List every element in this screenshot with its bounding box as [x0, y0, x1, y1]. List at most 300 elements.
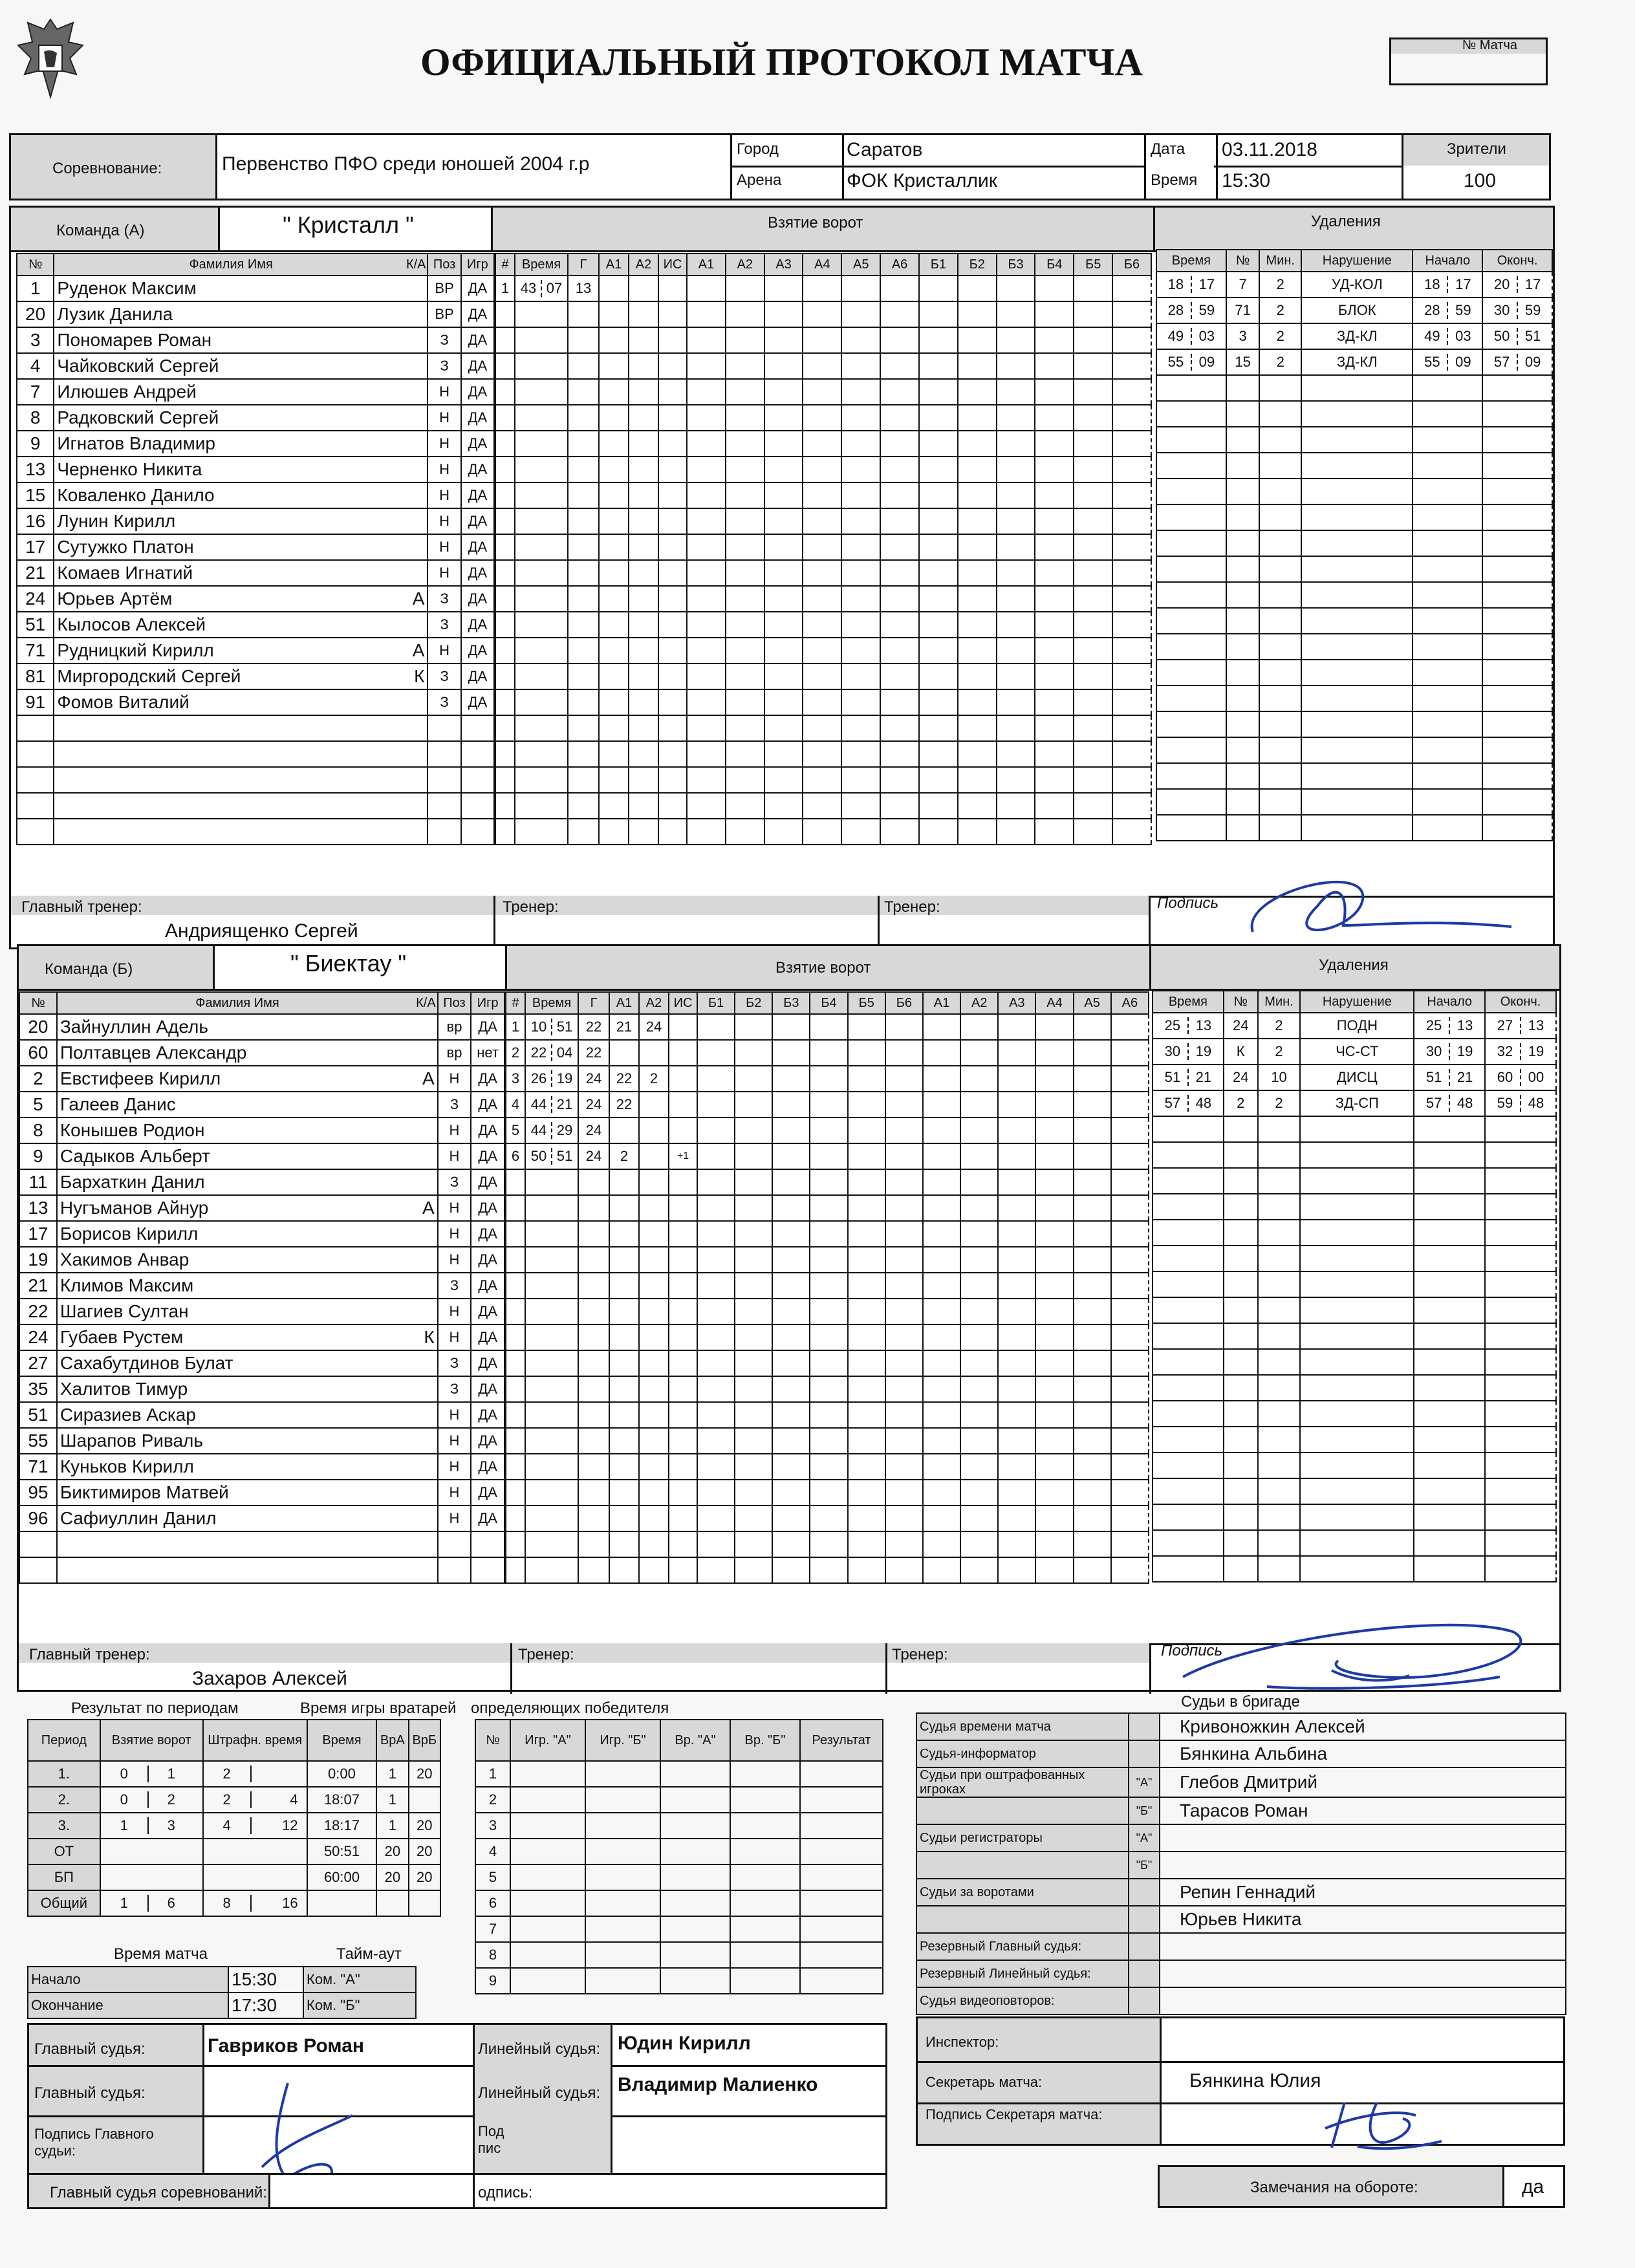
penalty-row: [1156, 686, 1552, 711]
onice-cell: [764, 767, 803, 793]
player-name: Сахабутдинов Булат: [60, 1353, 233, 1373]
crew-role: [916, 1906, 1129, 1933]
onice-cell: [1035, 1092, 1073, 1118]
team-a-penalties-title: Удаления: [1311, 213, 1381, 230]
player-position: З: [428, 612, 460, 638]
player-plays: ДА: [471, 1195, 504, 1221]
crew-tag: [1129, 1879, 1160, 1906]
goal-row: [506, 1531, 1149, 1557]
goal-a1: [609, 1454, 639, 1480]
goal-number: 2: [506, 1040, 525, 1066]
onice-cell: [848, 1169, 885, 1195]
crew-name: Бянкина Альбина: [1160, 1740, 1566, 1767]
penalty-minutes: [1259, 427, 1301, 453]
penalty-time: [1153, 1116, 1224, 1142]
penalty-player: [1224, 1478, 1258, 1504]
goal-a2: [629, 457, 658, 482]
onice-cell: [885, 1480, 923, 1506]
goal-sec: 04: [556, 1044, 573, 1061]
onice-cell: [880, 301, 919, 327]
onice-cell: [848, 1506, 885, 1531]
goal-number: 4: [506, 1092, 525, 1118]
player-name-cell: [57, 1376, 438, 1402]
player-name: Руденок Максим: [57, 278, 197, 298]
goal-number: [506, 1324, 525, 1350]
onice-cell: [998, 1402, 1035, 1428]
player-ka: А: [422, 1068, 435, 1088]
inspector-label: Инспектор:: [926, 2034, 999, 2050]
penalty-minutes: 2: [1259, 297, 1301, 323]
penalty-row: [1156, 582, 1552, 608]
onice-cell: [735, 1454, 772, 1480]
penalty-time: [1153, 1246, 1224, 1271]
penalty-violation: ПОДН: [1300, 1013, 1414, 1039]
goal-is: [658, 405, 687, 431]
goal-time: [525, 1273, 578, 1299]
goal-is: [669, 1428, 697, 1454]
player-number: [17, 819, 54, 845]
team-b-roster: [19, 991, 505, 1584]
player-ka: К: [424, 1327, 435, 1347]
onice-cell: [919, 353, 958, 379]
period-name: Общий: [28, 1890, 100, 1916]
onice-cell: [772, 1221, 810, 1247]
pen-col-p_start: Начало: [1414, 991, 1485, 1013]
onice-cell: [803, 664, 841, 689]
goal-col-g_a2: А2: [629, 254, 658, 275]
penalty-player: [1224, 1297, 1258, 1323]
goal-g: [578, 1221, 609, 1247]
penalty-end: [1482, 686, 1552, 711]
onice-cell: [997, 508, 1035, 534]
federation-emblem-icon: [12, 13, 89, 103]
player-name-cell: [57, 1195, 438, 1221]
onice-cell: [1111, 1014, 1149, 1040]
penalty-player: [1226, 711, 1260, 737]
city-value: Саратов: [847, 139, 923, 160]
goal-time: [525, 1092, 578, 1118]
pen-col-p_no: №: [1224, 991, 1258, 1013]
goal-number: [495, 457, 515, 482]
penalty-time: [1156, 815, 1226, 841]
onice-cell: [919, 664, 958, 689]
spectators-value: 100: [1464, 170, 1497, 191]
player-plays: ДА: [461, 508, 494, 534]
onice-cell: [919, 793, 958, 819]
goal-row: [506, 1506, 1149, 1531]
penalty-start: [1413, 737, 1482, 763]
goal-a1: [609, 1118, 639, 1143]
onice-cell: [997, 405, 1035, 431]
onice-cell: [1112, 664, 1151, 689]
penalty-time: 28 59: [1156, 297, 1226, 323]
player-number: 9: [19, 1143, 57, 1169]
penalty-violation: [1300, 1530, 1414, 1556]
onice-cell: [772, 1014, 810, 1040]
penalty-minutes: [1259, 530, 1301, 556]
onice-col: Б5: [848, 992, 885, 1014]
onice-cell: [841, 482, 880, 508]
onice-cell: [803, 741, 841, 767]
player-name-cell: [57, 1480, 438, 1506]
onice-cell: [803, 275, 841, 301]
goal-is: [658, 715, 687, 741]
goal-time: [525, 1531, 578, 1557]
player-row: [17, 379, 494, 405]
penalty-row: [1153, 1349, 1556, 1375]
player-plays: ДА: [471, 1169, 504, 1195]
onice-cell: [687, 431, 726, 457]
player-row: [19, 1531, 504, 1557]
match-number-box: [1389, 38, 1548, 85]
period-goals: [100, 1839, 203, 1864]
period-penalties: 4 12: [203, 1813, 307, 1839]
time-value: 15:30: [1222, 170, 1271, 191]
player-number: 71: [17, 638, 54, 664]
col-no: №: [17, 254, 54, 275]
notes-box: [1158, 2165, 1565, 2208]
onice-cell: [1035, 664, 1074, 689]
penalty-row: [1153, 1453, 1556, 1478]
goal-a1: 21: [609, 1014, 639, 1040]
onice-cell: [923, 1014, 960, 1040]
player-position: Н: [428, 431, 460, 457]
onice-col: А5: [841, 254, 880, 275]
onice-cell: [764, 715, 803, 741]
goal-is: [658, 482, 687, 508]
onice-cell: [764, 275, 803, 301]
onice-cell: [885, 1169, 923, 1195]
penalty-row: [1153, 1168, 1556, 1194]
onice-cell: [919, 508, 958, 534]
player-position: З: [428, 664, 460, 689]
onice-cell: [998, 1428, 1035, 1454]
onice-cell: [1035, 379, 1074, 405]
player-position: вр: [438, 1014, 471, 1040]
penalty-start: [1414, 1530, 1485, 1556]
goal-row: [495, 741, 1151, 767]
goal-is: [658, 793, 687, 819]
penalty-row: [1153, 1478, 1556, 1504]
onice-cell: [998, 1480, 1035, 1506]
player-name-cell: [54, 482, 428, 508]
onice-cell: [726, 457, 764, 482]
onice-cell: [764, 379, 803, 405]
onice-cell: [772, 1118, 810, 1143]
player-name-cell: [57, 1118, 438, 1143]
goal-g: [568, 586, 599, 612]
crew-tag: [1129, 1713, 1160, 1740]
onice-cell: [764, 741, 803, 767]
onice-cell: [772, 1066, 810, 1092]
onice-cell: [697, 1143, 735, 1169]
onice-cell: [772, 1092, 810, 1118]
onice-cell: [958, 715, 997, 741]
onice-cell: [810, 1092, 847, 1118]
goal-min: 44: [526, 1096, 552, 1113]
goal-a2: [629, 741, 658, 767]
match-number-label: № Матча: [1462, 38, 1517, 52]
crew-name: [1160, 1960, 1566, 1987]
player-name: Шагиев Султан: [60, 1301, 189, 1321]
penalty-start: [1414, 1478, 1485, 1504]
onice-cell: [810, 1376, 847, 1402]
gk-b: [409, 1890, 440, 1916]
goal-row: [495, 482, 1151, 508]
player-name-cell: [57, 1350, 438, 1376]
penalty-row: [1156, 323, 1552, 349]
goal-row: [506, 1324, 1149, 1350]
crew-table: [916, 1712, 1566, 2015]
player-plays: ДА: [471, 1118, 504, 1143]
penalty-violation: [1301, 582, 1413, 608]
onice-cell: [810, 1324, 847, 1350]
onice-cell: [958, 638, 997, 664]
penalty-row: [1156, 375, 1552, 401]
onice-cell: [1035, 482, 1074, 508]
goal-time: [525, 1454, 578, 1480]
onice-cell: [958, 689, 997, 715]
goal-g: [578, 1299, 609, 1324]
player-number: 2: [19, 1066, 57, 1092]
player-name: Фомов Виталий: [57, 692, 189, 712]
player-plays: ДА: [471, 1299, 504, 1324]
gk-time: 18:07: [307, 1787, 376, 1813]
goal-g: [578, 1531, 609, 1557]
player-number: 19: [19, 1247, 57, 1273]
player-name-cell: [57, 1506, 438, 1531]
player-plays: ДА: [471, 1454, 504, 1480]
player-plays: ДА: [461, 301, 494, 327]
penalty-violation: [1300, 1323, 1414, 1349]
player-name: Черненко Никита: [57, 459, 202, 479]
player-number: 21: [17, 560, 54, 586]
penalty-row: [1153, 1323, 1556, 1349]
onice-cell: [885, 1376, 923, 1402]
penalty-violation: [1301, 479, 1413, 504]
player-name-cell: [54, 715, 428, 741]
shootout-cell: [510, 1890, 585, 1916]
onice-cell: [919, 612, 958, 638]
goal-row: [495, 638, 1151, 664]
penalty-row: [1156, 297, 1552, 323]
onice-cell: [697, 1092, 735, 1118]
goal-row: [495, 793, 1151, 819]
penalty-time: 49 03: [1156, 323, 1226, 349]
onice-cell: [1074, 1040, 1111, 1066]
goal-a1: [609, 1350, 639, 1376]
player-plays: [471, 1531, 504, 1557]
goal-a2: [639, 1273, 669, 1299]
goal-a2: [639, 1092, 669, 1118]
onice-cell: [997, 741, 1035, 767]
shootout-cell: [730, 1813, 800, 1839]
onice-cell: [880, 560, 919, 586]
onice-cell: [687, 741, 726, 767]
period-name: БП: [28, 1864, 100, 1890]
penalty-time: [1156, 789, 1226, 815]
crew-name: [1160, 1987, 1566, 2014]
player-name: Сиразиев Аскар: [60, 1405, 196, 1425]
onice-cell: [1035, 1350, 1073, 1376]
player-plays: нет: [471, 1040, 504, 1066]
onice-cell: [772, 1247, 810, 1273]
shootout-cell: [585, 1890, 660, 1916]
pen-col-p_viol: Нарушение: [1301, 250, 1413, 272]
penalty-violation: [1300, 1478, 1414, 1504]
onice-cell: [919, 327, 958, 353]
goal-a2: [639, 1531, 669, 1557]
player-name: Шарапов Риваль: [60, 1431, 203, 1451]
onice-cell: [841, 534, 880, 560]
player-name-cell: [57, 1299, 438, 1324]
onice-cell: [923, 1506, 960, 1531]
penalty-start: [1414, 1142, 1485, 1168]
onice-cell: [735, 1273, 772, 1299]
penalty-time: [1156, 737, 1226, 763]
team-a-coach2-label: Тренер:: [884, 898, 940, 916]
goal-a1: [599, 353, 629, 379]
onice-cell: [735, 1221, 772, 1247]
onice-cell: [919, 534, 958, 560]
penalty-end: [1485, 1142, 1556, 1168]
period-row: [28, 1761, 440, 1787]
goal-time: [515, 767, 568, 793]
player-name-cell: [57, 1557, 438, 1583]
shootout-number: 5: [475, 1864, 510, 1890]
onice-cell: [726, 301, 764, 327]
onice-cell: [919, 405, 958, 431]
onice-cell: [848, 1092, 885, 1118]
arena-value: ФОК Кристаллик: [847, 170, 997, 191]
crew-row: [916, 1906, 1566, 1933]
onice-cell: [1112, 327, 1151, 353]
onice-cell: [1035, 689, 1074, 715]
col-pos: Поз: [438, 992, 471, 1014]
goal-col-g_a2: А2: [639, 992, 669, 1014]
player-row: [17, 405, 494, 431]
penalty-minutes: [1259, 686, 1301, 711]
penalty-minutes: [1258, 1168, 1301, 1194]
goal-g: 24: [578, 1066, 609, 1092]
player-plays: ДА: [461, 586, 494, 612]
penalty-time: 18 17: [1156, 272, 1226, 297]
penalty-minutes: [1258, 1220, 1301, 1246]
crew-tag: [1129, 1960, 1160, 1987]
gk-b: 20: [409, 1761, 440, 1787]
goal-a1: [599, 534, 629, 560]
shootout-number: 4: [475, 1839, 510, 1864]
onice-cell: [1074, 1273, 1111, 1299]
goal-number: [506, 1350, 525, 1376]
penalty-time: 57 48: [1153, 1090, 1224, 1116]
goal-is: [669, 1299, 697, 1324]
goal-number: [506, 1247, 525, 1273]
secretary-sign-label: Подпись Секретаря матча:: [926, 2106, 1103, 2122]
shootout-number: 9: [475, 1968, 510, 1994]
goal-row: [495, 689, 1151, 715]
player-plays: ДА: [461, 353, 494, 379]
onice-cell: [841, 457, 880, 482]
goal-a2: [639, 1376, 669, 1402]
onice-cell: [923, 1221, 960, 1247]
goal-a2: [639, 1169, 669, 1195]
goal-is: [658, 379, 687, 405]
player-position: Н: [438, 1506, 471, 1531]
onice-cell: [880, 767, 919, 793]
player-number: 35: [19, 1376, 57, 1402]
onice-cell: [764, 612, 803, 638]
penalty-row: [1153, 1013, 1556, 1039]
player-plays: ДА: [461, 379, 494, 405]
goal-number: [495, 638, 515, 664]
goal-g: [568, 664, 599, 689]
player-name: Бархаткин Данил: [60, 1172, 205, 1192]
goal-g: 24: [578, 1143, 609, 1169]
head-comp-ref-box: [27, 2173, 887, 2209]
onice-cell: [958, 379, 997, 405]
goal-number: [506, 1480, 525, 1506]
penalty-minutes: [1259, 556, 1301, 582]
goal-a2: [629, 819, 658, 845]
shootout-cell: [585, 1761, 660, 1787]
onice-cell: [1111, 1428, 1149, 1454]
onice-cell: [1035, 1324, 1073, 1350]
onice-cell: [1035, 1454, 1073, 1480]
onice-cell: [880, 379, 919, 405]
player-plays: ДА: [471, 1066, 504, 1092]
crew-role: Судья времени матча: [916, 1713, 1129, 1740]
onice-cell: [841, 405, 880, 431]
player-position: З: [428, 327, 460, 353]
team-b-label: Команда (Б): [45, 960, 133, 978]
match-end: 17:30: [228, 1993, 303, 2018]
goal-time: [525, 1066, 578, 1092]
onice-cell: [726, 612, 764, 638]
goal-a1: [609, 1221, 639, 1247]
goal-a1: 2: [609, 1143, 639, 1169]
onice-cell: [687, 819, 726, 845]
onice-cell: [697, 1557, 735, 1583]
goal-min: 26: [526, 1070, 552, 1087]
onice-cell: [958, 560, 997, 586]
onice-cell: [735, 1402, 772, 1428]
crew-name: Глебов Дмитрий: [1160, 1767, 1566, 1797]
goal-number: [506, 1299, 525, 1324]
pen-col-p_start: Начало: [1413, 250, 1482, 272]
onice-cell: [803, 689, 841, 715]
penalty-time: [1156, 375, 1226, 401]
onice-cell: [687, 405, 726, 431]
goal-row: [495, 327, 1151, 353]
goal-a2: [629, 327, 658, 353]
pen-col-p_end: Оконч.: [1485, 991, 1556, 1013]
onice-cell: [1074, 431, 1112, 457]
goal-time: [525, 1324, 578, 1350]
goal-row: [506, 1480, 1149, 1506]
player-number: [19, 1557, 57, 1583]
goal-a1: [599, 560, 629, 586]
onice-cell: [848, 1402, 885, 1428]
shootout-cell: [660, 1916, 730, 1942]
col-name: Фамилия Имя К/А: [54, 254, 428, 275]
goal-is: [658, 534, 687, 560]
player-name: Сафиуллин Данил: [60, 1508, 217, 1528]
goal-row: [495, 664, 1151, 689]
penalty-minutes: [1259, 504, 1301, 530]
onice-cell: [848, 1480, 885, 1506]
goal-number: [495, 612, 515, 638]
